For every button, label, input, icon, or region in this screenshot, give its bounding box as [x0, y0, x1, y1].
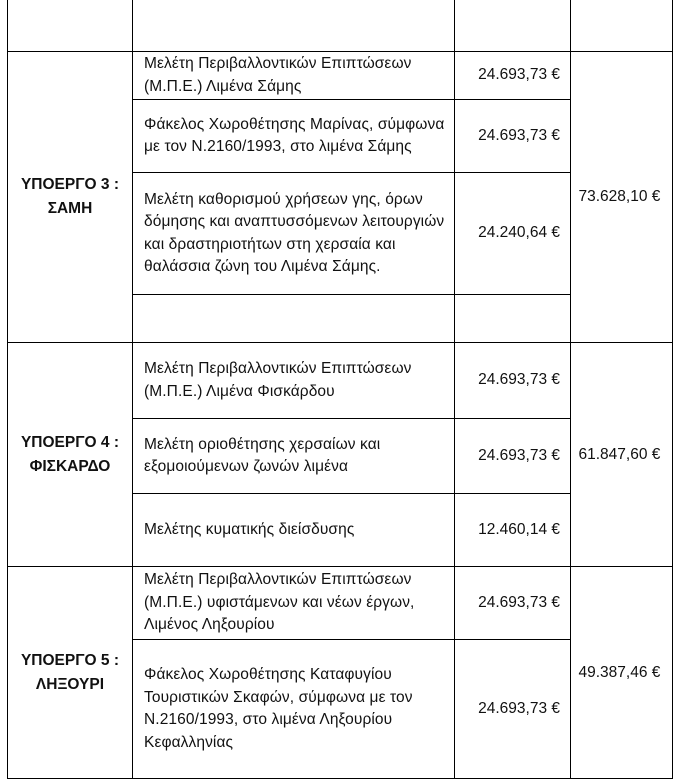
subproject-title-line1: ΥΠΟΕΡΓΟ 5 :: [20, 651, 120, 669]
subproject-title: [8, 567, 133, 779]
empty-cell: [8, 0, 133, 52]
study-amount: 24.693,73 €: [455, 567, 571, 640]
study-description: Φάκελος Χωροθέτησης Καταφυγίου Τουριστικών Σκαφών, σύμφωνα με τον Ν.2160/1993, στο λιμένα Ληξουρίου Κεφαλληνίας: [133, 640, 455, 779]
budget-table: [7, 0, 673, 779]
subproject-total-cell: [571, 343, 673, 567]
subproject-title-line2: ΛΗΞΟΥΡΙ: [35, 675, 105, 693]
study-description: Μελέτη οριοθέτησης χερσαίων και εξομοιούμενων ζωνών λιμένα: [133, 419, 455, 494]
study-description: Μελέτη Περιβαλλοντικών Επιπτώσεων (Μ.Π.Ε.) Λιμένα Φισκάρδου: [133, 343, 455, 419]
subproject-title-line1: ΥΠΟΕΡΓΟ 3 :: [20, 176, 120, 193]
study-description: Φάκελος Χωροθέτησης Μαρίνας, σύμφωνα με τον Ν.2160/1993, στο λιμένα Σάμης: [133, 100, 455, 173]
empty-cell: [455, 0, 571, 52]
subproject-title-line2: ΦΙΣΚΑΡΔΟ: [29, 457, 111, 475]
study-amount: 24.240,64 €: [455, 173, 571, 295]
subproject-title-line1: ΥΠΟΕΡΓΟ 4 :: [20, 433, 120, 451]
study-amount: 24.693,73 €: [455, 100, 571, 173]
subproject-title: [8, 52, 133, 343]
table-row-continuation: [8, 0, 673, 52]
study-amount: 24.693,73 €: [455, 52, 571, 100]
empty-cell: [571, 0, 673, 52]
study-amount: 24.693,73 €: [455, 640, 571, 779]
subproject-total-cell: [571, 567, 673, 779]
table-row: [8, 343, 673, 419]
study-description: Μελέτης κυματικής διείσδυσης: [133, 494, 455, 567]
empty-cell: [455, 295, 571, 343]
subproject-title: [8, 343, 133, 567]
empty-cell: [133, 0, 455, 52]
study-amount: 24.693,73 €: [455, 343, 571, 419]
table-row: [8, 567, 673, 640]
study-amount: 12.460,14 €: [455, 494, 571, 567]
study-description: Μελέτη καθορισμού χρήσεων γης, όρων δόμησης και αναπτυσσόμενων λειτουργιών και δραστηριοτήτων στη χερσαία και θαλάσσια ζώνη του Λιμένα Σάμης.: [133, 173, 455, 295]
subproject-title-line2: ΣΑΜΗ: [47, 200, 93, 217]
subproject-total: 73.628,10 €: [578, 188, 661, 206]
study-amount: 24.693,73 €: [455, 419, 571, 494]
subproject-total: 49.387,46 €: [578, 663, 661, 681]
study-description: Μελέτη Περιβαλλοντικών Επιπτώσεων (Μ.Π.Ε.) υφιστάμενων και νέων έργων, Λιμένος Ληξουρίου: [133, 567, 455, 640]
subproject-total: 61.847,60 €: [578, 445, 661, 463]
table-row: [8, 52, 673, 100]
subproject-total-cell: [571, 52, 673, 343]
study-description: Μελέτη Περιβαλλοντικών Επιπτώσεων (Μ.Π.Ε.) Λιμένα Σάμης: [133, 52, 455, 100]
empty-cell: [133, 295, 455, 343]
